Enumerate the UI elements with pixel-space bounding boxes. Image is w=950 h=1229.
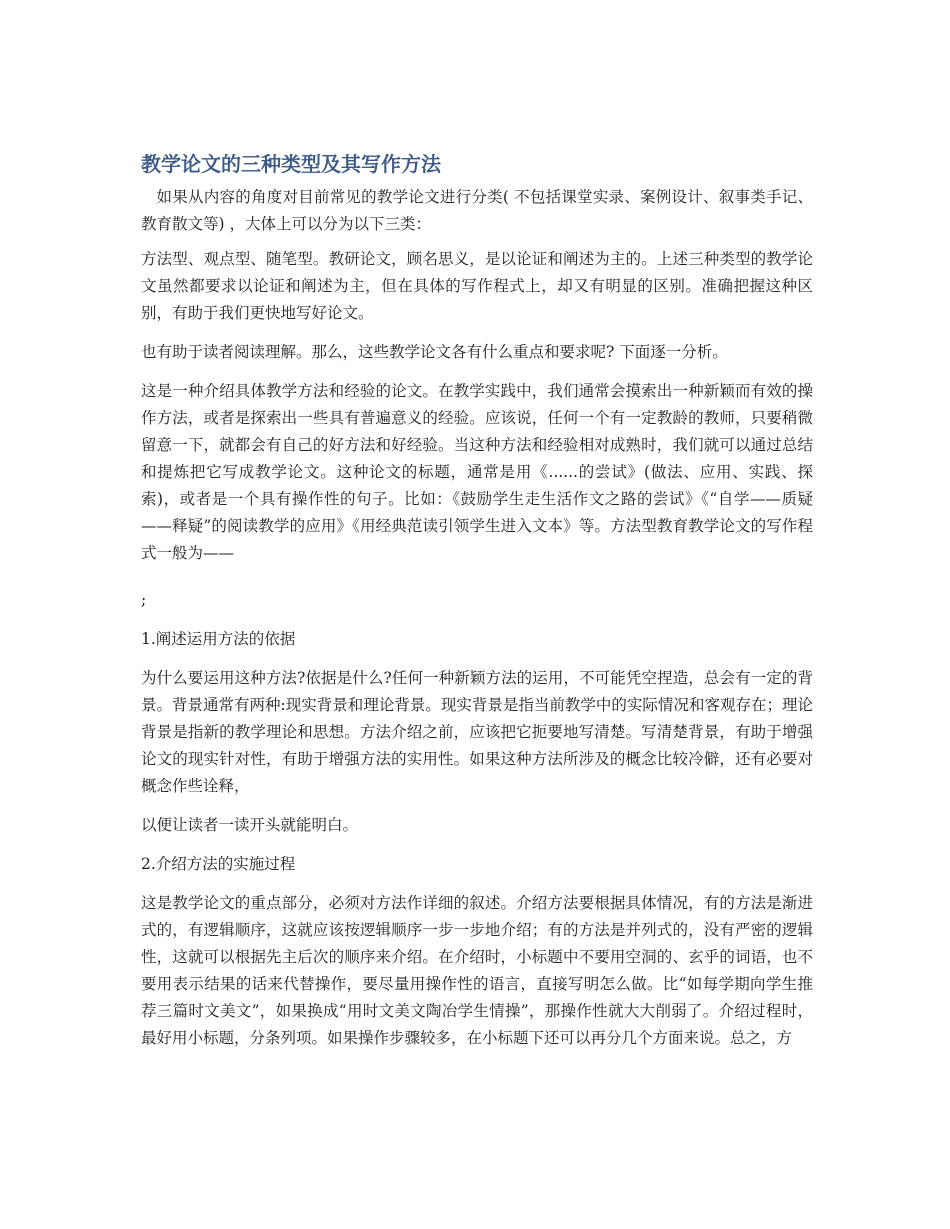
types-paragraph: 方法型、观点型、随笔型。教研论文，顾名思义，是以论证和阐述为主的。上述三种类型的教学论文虽然都要求以论证和阐述为主，但在具体的写作程式上，却又有明显的区别。准确把握这种区别，有助于我们更快地写好论文。 <box>141 250 813 322</box>
reader-understand-paragraph: 以便让读者一读开头就能明白。 <box>141 816 359 834</box>
semicolon-line: ; <box>141 591 147 609</box>
intro-paragraph: 如果从内容的角度对目前常见的教学论文进行分类( 不包括课堂实录、案例设计、叙事类手记、教育散文等) ，大体上可以分为以下三类： <box>141 188 813 233</box>
method-type-paragraph: 这是一种介绍具体教学方法和经验的论文。在教学实践中，我们通常会摸索出一种新颖而有效的操作方法，或者是探索出一些具有普遍意义的经验。应该说，任何一个有一定教龄的教师，只要稍微留意一下，就都会有自己的好方法和好经验。当这种方法和经验相对成熟时，我们就可以通过总结和提炼把它写成教学论文。这种论文的标题，通常是用《......的尝试》(做法、应用、实践、探索)，或者是一个具有操作性的句子。比如：《鼓励学生走生活作文之路的尝试》《“自学——质疑——释疑”的阅读教学的应用》《用经典范读引领学生进入文本》等。方法型教育教学论文的写作程式一般为—— <box>141 382 813 562</box>
process-paragraph: 这是教学论文的重点部分，必须对方法作详细的叙述。介绍方法要根据具体情况，有的方法是渐进式的，有逻辑顺序，这就应该按逻辑顺序一步一步地介绍；有的方法是并列式的，没有严密的逻辑性，这就可以根据先主后次的顺序来介绍。在介绍时，小标题中不要用空洞的、玄乎的词语，也不要用表示结果的话来代替操作，要尽量用操作性的语言，直接写明怎么做。比“如每学期向学生推荐三篇时文美文”，如果换成“用时文美文陶冶学生情操”，那操作性就大大削弱了。介绍过程时，最好用小标题，分条列项。如果操作步骤较多，在小标题下还可以再分几个方面来说。总之，方 <box>141 894 813 1047</box>
basis-paragraph: 为什么要运用这种方法?依据是什么?任何一种新颖方法的运用，不可能凭空捏造，总会有一定的背景。背景通常有两种:现实背景和理论背景。现实背景是指当前教学中的实际情况和客观存在；理论背景是指新的教学理论和思想。方法介绍之前，应该把它扼要地写清楚。写清楚背景，有助于增强论文的现实针对性，有助于增强方法的实用性。如果这种方法所涉及的概念比较冷僻，还有必要对概念作些诠释， <box>141 669 813 795</box>
document-title: 教学论文的三种类型及其写作方法 <box>141 152 441 176</box>
reader-paragraph: 也有助于读者阅读理解。那么，这些教学论文各有什么重点和要求呢? 下面逐一分析。 <box>141 343 728 361</box>
section-heading-1: 1.阐述运用方法的依据 <box>141 630 296 648</box>
section-heading-2: 2.介绍方法的实施过程 <box>141 855 296 873</box>
document-page <box>141 148 813 1064</box>
